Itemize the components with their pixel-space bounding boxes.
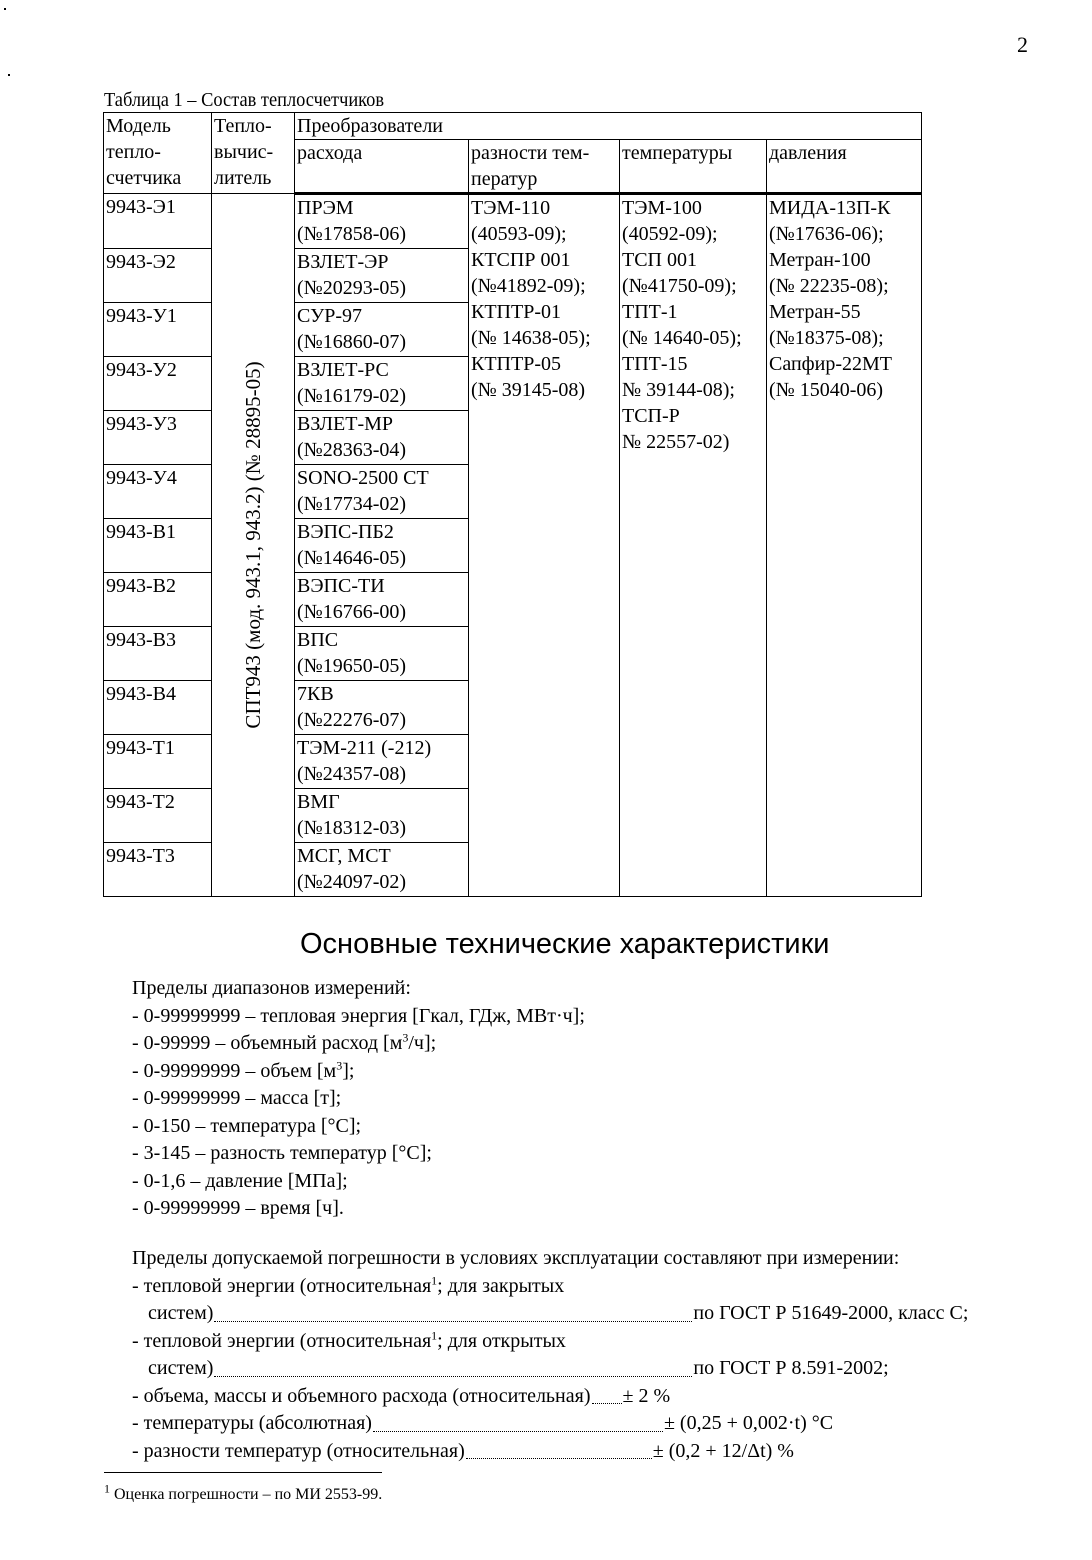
flow-cell: СУР-97 (№16860-07)	[295, 303, 469, 357]
flow-cell: ВЗЛЕТ-МР (№28363-04)	[295, 411, 469, 465]
model-cell: 9943-Т3	[104, 843, 212, 897]
scan-artifact-dot	[8, 74, 10, 76]
error-item-value-row: систем) по ГОСТ Р 8.591-2002;	[148, 1357, 889, 1379]
error-item: - объема, массы и объемного расхода (относительная) ± 2 %	[132, 1384, 671, 1407]
scan-artifact-dot	[4, 8, 6, 10]
error-item: - тепловой энергии (относительная$^1$; для закрытых	[132, 1272, 565, 1297]
calculator-cell	[212, 194, 295, 897]
model-cell: 9943-В1	[104, 519, 212, 573]
header-model: Модель тепло- счетчика	[104, 113, 212, 194]
model-cell: 9943-У2	[104, 357, 212, 411]
model-cell: 9943-У1	[104, 303, 212, 357]
model-cell: 9943-У4	[104, 465, 212, 519]
range-item: - 0-99999999 – масса [т];	[132, 1087, 342, 1109]
error-limits	[132, 1245, 1032, 1465]
heat-meters-composition-table	[103, 112, 922, 897]
temp-diff-cell: ТЭМ-110 (40593-09); КТСПР 001 (№41892-09); КТПТР-01 (№ 14638-05); КТПТР-05 (№ 39145-08)	[469, 194, 620, 897]
pressure-cell: МИДА-13П-К (№17636-06); Метран-100 (№ 22235-08); Метран-55 (№18375-08); Сапфир-22МТ (№ 15040-06)	[767, 194, 922, 897]
flow-cell: ВЗЛЕТ-РС (№16179-02)	[295, 357, 469, 411]
ranges-intro: Пределы диапазонов измерений:	[132, 977, 411, 999]
range-item: - 0-99999 – объемный расход $[м^3/ч]$;	[132, 1030, 437, 1054]
temperature-cell: ТЭМ-100 (40592-09); ТСП 001 (№41750-09); ТПТ-1 (№ 14640-05); ТПТ-15 № 39144-08); ТСП-Р № 22557-02)	[620, 194, 767, 897]
flow-cell: ВЗЛЕТ-ЭР (№20293-05)	[295, 249, 469, 303]
flow-cell: ВПС (№19650-05)	[295, 627, 469, 681]
page-number: 2	[1017, 32, 1028, 57]
calculator-label: СПТ943 (мод. 943.1, 943.2) (№ 28895-05)	[241, 361, 265, 729]
table-row	[104, 194, 922, 249]
header-temp-diff: разности тем- ператур	[469, 140, 620, 194]
footnote: $^1$ Оценка погрешности – по МИ 2553-99.	[104, 1481, 383, 1503]
header-transducers: Преобразователи	[295, 113, 922, 140]
flow-cell: ТЭМ-211 (-212) (№24357-08)	[295, 735, 469, 789]
error-item-value-row: систем) по ГОСТ Р 51649-2000, класс С;	[148, 1302, 969, 1324]
flow-cell: ПРЭМ (№17858-06)	[295, 194, 469, 249]
header-pressure: давления	[767, 140, 922, 194]
header-flow: расхода	[295, 140, 469, 194]
flow-cell: МСГ, МСТ (№24097-02)	[295, 843, 469, 897]
model-cell: 9943-Э1	[104, 194, 212, 249]
error-item: - температуры (абсолютная) ± (0,25 + 0,002·t) °С	[132, 1412, 834, 1434]
model-cell: 9943-Э2	[104, 249, 212, 303]
table-caption: Таблица 1 – Состав теплосчетчиков	[104, 89, 385, 111]
flow-cell: SONO-2500 СТ (№17734-02)	[295, 465, 469, 519]
errors-intro: Пределы допускаемой погрешности в условиях эксплуатации составляют при измерении:	[132, 1247, 900, 1269]
range-item: - 3-145 – разность температур [°С];	[132, 1142, 432, 1164]
flow-cell: ВЭПС-ПБ2 (№14646-05)	[295, 519, 469, 573]
header-temperature: температуры	[620, 140, 767, 194]
range-item: - 0-99999999 – объем $[м^3]$;	[132, 1057, 355, 1082]
model-cell: 9943-В4	[104, 681, 212, 735]
range-item: - 0-99999999 – время [ч].	[132, 1197, 344, 1219]
flow-cell: 7КВ (№22276-07)	[295, 681, 469, 735]
range-item: - 0-1,6 – давление [МПа];	[132, 1169, 348, 1192]
error-item: - тепловой энергии (относительная$^1$; для открытых	[132, 1327, 566, 1352]
section-title: Основные технические характеристики	[300, 928, 830, 960]
model-cell: 9943-В3	[104, 627, 212, 681]
model-cell: 9943-Т1	[104, 735, 212, 789]
model-cell: 9943-Т2	[104, 789, 212, 843]
model-cell: 9943-В2	[104, 573, 212, 627]
header-calculator: Тепло- вычис- литель	[212, 113, 295, 194]
footnote-divider	[104, 1472, 382, 1473]
model-cell: 9943-У3	[104, 411, 212, 465]
flow-cell: ВЭПС-ТИ (№16766-00)	[295, 573, 469, 627]
flow-cell: ВМГ (№18312-03)	[295, 789, 469, 843]
range-item: - 0-99999999 – тепловая энергия [Гкал, ГДж, МВт·ч];	[132, 1004, 585, 1027]
error-item: - разности температур (относительная) ± (0,2 + 12/Δt) %	[132, 1439, 794, 1462]
measurement-ranges	[132, 975, 585, 1223]
range-item: - 0-150 – температура [°С];	[132, 1114, 362, 1137]
